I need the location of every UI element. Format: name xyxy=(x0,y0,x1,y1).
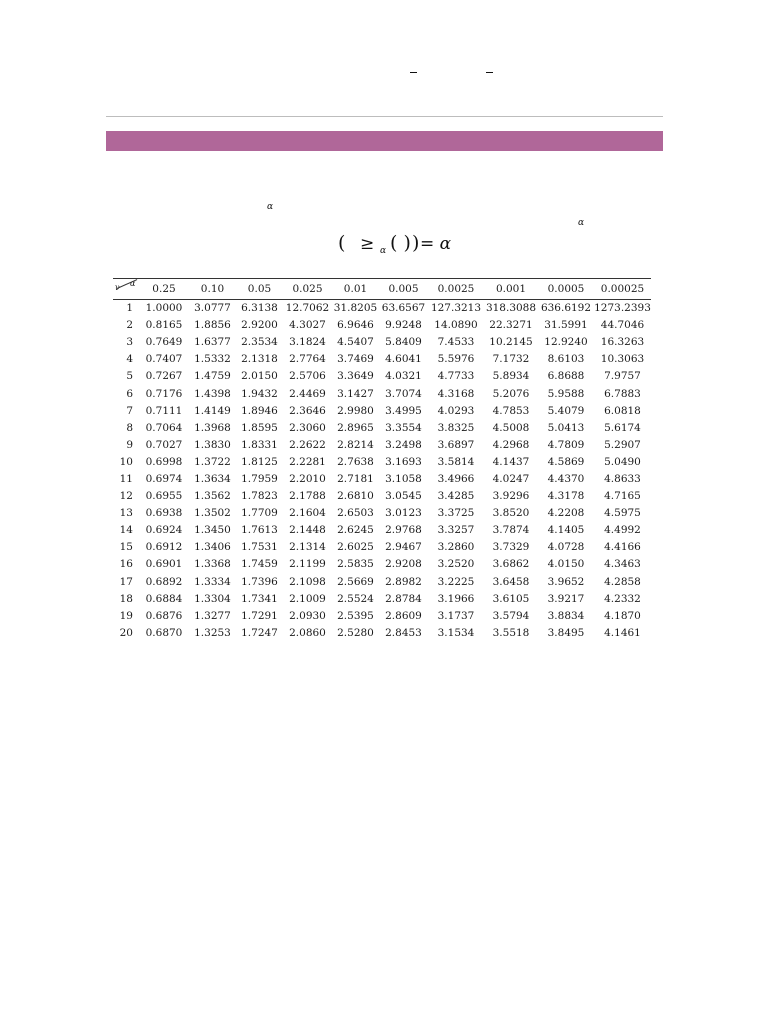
critical-value-cell: 1.3562 xyxy=(194,490,231,503)
critical-value-cell: 22.3271 xyxy=(489,319,533,332)
critical-value-cell: 2.6245 xyxy=(337,524,374,537)
formula-alpha-subscript: α xyxy=(380,246,387,256)
degrees-of-freedom-cell: 11 xyxy=(119,472,133,485)
critical-value-cell: 3.0545 xyxy=(385,490,422,503)
critical-value-cell: 5.5976 xyxy=(437,353,475,366)
critical-value-cell: 1.7823 xyxy=(241,490,278,503)
formula-open-paren: ( xyxy=(338,232,346,254)
critical-value-cell: 16.3263 xyxy=(600,336,645,349)
critical-value-cell: 2.5835 xyxy=(337,558,374,571)
critical-value-cell: 5.2907 xyxy=(604,438,641,451)
critical-value-cell: 1.8856 xyxy=(194,319,231,332)
critical-value-cell: 4.0728 xyxy=(547,541,585,554)
critical-value-cell: 0.6876 xyxy=(145,609,183,622)
column-header-alpha: 0.05 xyxy=(236,279,283,300)
critical-value-cell: 2.9467 xyxy=(385,541,422,554)
critical-value-cell: 6.0818 xyxy=(604,404,641,417)
critical-value-cell: 3.2498 xyxy=(385,438,422,451)
critical-value-cell: 127.3213 xyxy=(430,302,482,315)
critical-value-cell: 3.0777 xyxy=(194,302,231,315)
formula-geq: ≥ xyxy=(360,234,375,254)
critical-value-cell: 1.8595 xyxy=(241,421,278,434)
divider-line xyxy=(106,116,663,117)
critical-value-cell: 1.3406 xyxy=(194,541,231,554)
critical-value-cell: 1.7531 xyxy=(241,541,278,554)
critical-value-cell: 4.0247 xyxy=(492,472,530,485)
critical-value-cell: 2.0150 xyxy=(241,370,278,383)
critical-value-cell: 4.2858 xyxy=(604,575,641,588)
critical-value-cell: 3.7074 xyxy=(385,387,422,400)
degrees-of-freedom-cell: 7 xyxy=(126,404,133,417)
critical-value-cell: 1.3304 xyxy=(194,592,231,605)
critical-value-cell: 4.7733 xyxy=(437,370,475,383)
critical-value-cell: 2.1604 xyxy=(289,507,326,520)
t-distribution-table-wrapper xyxy=(113,278,651,642)
table-row xyxy=(113,437,651,454)
critical-value-cell: 3.4966 xyxy=(437,472,475,485)
table-row xyxy=(113,608,651,625)
critical-value-cell: 4.1870 xyxy=(604,609,641,622)
critical-value-cell: 0.6955 xyxy=(145,490,183,503)
critical-value-cell: 3.5814 xyxy=(437,455,475,468)
critical-value-cell: 5.0413 xyxy=(547,421,585,434)
critical-value-cell: 2.2010 xyxy=(289,472,326,485)
degrees-of-freedom-cell: 16 xyxy=(119,558,133,571)
critical-value-cell: 3.1427 xyxy=(337,387,374,400)
critical-value-cell: 3.6105 xyxy=(492,592,530,605)
critical-value-cell: 4.5869 xyxy=(547,455,585,468)
critical-value-cell: 1.8946 xyxy=(241,404,278,417)
critical-value-cell: 2.5706 xyxy=(289,370,326,383)
critical-value-cell: 2.1318 xyxy=(241,353,278,366)
degrees-of-freedom-cell: 9 xyxy=(126,438,133,451)
degrees-of-freedom-cell: 17 xyxy=(119,575,133,588)
column-header-alpha: 0.025 xyxy=(283,279,332,300)
critical-value-cell: 1.7396 xyxy=(241,575,278,588)
critical-value-cell: 3.4285 xyxy=(437,490,475,503)
critical-value-cell: 1.7959 xyxy=(241,472,278,485)
critical-value-cell: 1.8125 xyxy=(241,455,278,468)
critical-value-cell: 4.7809 xyxy=(547,438,585,451)
alpha-symbol-right: α xyxy=(578,218,585,228)
critical-value-cell: 4.3168 xyxy=(437,387,475,400)
critical-value-cell: 0.6901 xyxy=(145,558,183,571)
critical-value-cell: 2.1788 xyxy=(289,490,326,503)
critical-value-cell: 1.8331 xyxy=(241,438,278,451)
table-row xyxy=(113,556,651,573)
critical-value-cell: 4.8633 xyxy=(604,472,641,485)
critical-value-cell: 4.2332 xyxy=(604,592,641,605)
critical-value-cell: 0.6912 xyxy=(145,541,183,554)
degrees-of-freedom-cell: 20 xyxy=(119,626,133,639)
column-header-alpha: 0.005 xyxy=(379,279,428,300)
critical-value-cell: 0.7407 xyxy=(145,353,183,366)
critical-value-cell: 9.9248 xyxy=(385,319,422,332)
table-row xyxy=(113,317,651,334)
critical-value-cell: 3.3649 xyxy=(337,370,374,383)
critical-value-cell: 3.0123 xyxy=(385,507,422,520)
table-row xyxy=(113,403,651,420)
critical-value-cell: 1.3277 xyxy=(194,609,231,622)
critical-value-cell: 0.6924 xyxy=(145,524,183,537)
critical-value-cell: 3.1534 xyxy=(437,626,475,639)
critical-value-cell: 2.1199 xyxy=(289,558,326,571)
critical-value-cell: 2.7764 xyxy=(289,353,326,366)
critical-value-cell: 10.2145 xyxy=(489,336,533,349)
critical-value-cell: 1.3253 xyxy=(194,626,231,639)
critical-value-cell: 0.7027 xyxy=(145,438,183,451)
critical-value-cell: 3.8325 xyxy=(437,421,475,434)
critical-value-cell: 0.7267 xyxy=(145,370,183,383)
critical-value-cell: 4.4992 xyxy=(604,524,641,537)
critical-value-cell: 4.0293 xyxy=(437,404,475,417)
critical-value-cell: 1.7341 xyxy=(241,592,278,605)
critical-value-cell: 1.3502 xyxy=(194,507,231,520)
critical-value-cell: 5.8409 xyxy=(385,336,422,349)
corner-alpha-label: α xyxy=(130,279,136,288)
column-header-alpha: 0.00025 xyxy=(594,279,651,300)
critical-value-cell: 3.9217 xyxy=(547,592,585,605)
critical-value-cell: 4.2208 xyxy=(547,507,585,520)
critical-value-cell: 2.3646 xyxy=(289,404,326,417)
critical-value-cell: 7.4533 xyxy=(437,336,475,349)
critical-value-cell: 3.3725 xyxy=(437,507,475,520)
critical-value-cell: 2.1314 xyxy=(289,541,326,554)
critical-value-cell: 1.4759 xyxy=(194,370,231,383)
critical-value-cell: 2.1098 xyxy=(289,575,326,588)
critical-value-cell: 4.1437 xyxy=(492,455,530,468)
critical-value-cell: 4.4166 xyxy=(604,541,641,554)
critical-value-cell: 3.6897 xyxy=(437,438,475,451)
critical-value-cell: 0.6892 xyxy=(145,575,183,588)
critical-value-cell: 5.9588 xyxy=(547,387,585,400)
degrees-of-freedom-cell: 14 xyxy=(119,524,133,537)
critical-value-cell: 2.8982 xyxy=(385,575,422,588)
critical-value-cell: 1.9432 xyxy=(241,387,278,400)
degrees-of-freedom-cell: 5 xyxy=(126,370,133,383)
critical-value-cell: 3.3257 xyxy=(437,524,475,537)
critical-value-cell: 4.4370 xyxy=(547,472,585,485)
t-distribution-table xyxy=(113,278,651,642)
critical-value-cell: 4.1461 xyxy=(604,626,641,639)
critical-value-cell: 63.6567 xyxy=(381,302,426,315)
alpha-symbol-left: α xyxy=(267,202,274,212)
critical-value-cell: 3.9296 xyxy=(492,490,530,503)
critical-value-cell: 2.5524 xyxy=(337,592,374,605)
critical-value-cell: 3.1058 xyxy=(385,472,422,485)
critical-value-cell: 5.6174 xyxy=(604,421,641,434)
critical-value-cell: 1.3450 xyxy=(194,524,231,537)
degrees-of-freedom-cell: 15 xyxy=(119,541,133,554)
column-header-alpha: 0.25 xyxy=(139,279,189,300)
critical-value-cell: 2.0860 xyxy=(289,626,326,639)
header-dash-left xyxy=(410,72,417,73)
critical-value-cell: 4.7165 xyxy=(604,490,641,503)
critical-value-cell: 1.3634 xyxy=(194,472,231,485)
table-row xyxy=(113,488,651,505)
critical-value-cell: 2.8965 xyxy=(337,421,374,434)
critical-value-cell: 2.6503 xyxy=(337,507,374,520)
critical-value-cell: 1.0000 xyxy=(145,302,183,315)
critical-value-cell: 3.5794 xyxy=(492,609,530,622)
critical-value-cell: 2.8784 xyxy=(385,592,422,605)
critical-value-cell: 2.9768 xyxy=(385,524,422,537)
critical-value-cell: 0.7176 xyxy=(145,387,183,400)
critical-value-cell: 0.6998 xyxy=(145,455,183,468)
critical-value-cell: 3.6862 xyxy=(492,558,530,571)
critical-value-cell: 4.1405 xyxy=(547,524,585,537)
critical-value-cell: 7.1732 xyxy=(492,353,530,366)
table-row xyxy=(113,368,651,385)
critical-value-cell: 8.6103 xyxy=(547,353,585,366)
critical-value-cell: 0.6884 xyxy=(145,592,183,605)
table-row xyxy=(113,505,651,522)
column-header-alpha: 0.01 xyxy=(332,279,379,300)
critical-value-cell: 1.7459 xyxy=(241,558,278,571)
critical-value-cell: 636.6192 xyxy=(540,302,592,315)
critical-value-cell: 1273.2393 xyxy=(594,302,651,315)
critical-value-cell: 1.3368 xyxy=(194,558,231,571)
critical-value-cell: 2.0930 xyxy=(289,609,326,622)
critical-value-cell: 4.5407 xyxy=(337,336,374,349)
critical-value-cell: 6.8688 xyxy=(547,370,585,383)
table-header-row xyxy=(113,279,651,300)
table-row xyxy=(113,420,651,437)
critical-value-cell: 3.6458 xyxy=(492,575,530,588)
critical-value-cell: 6.3138 xyxy=(241,302,278,315)
critical-value-cell: 1.3334 xyxy=(194,575,231,588)
table-body xyxy=(113,300,651,642)
critical-value-cell: 4.5008 xyxy=(492,421,530,434)
critical-value-cell: 3.2520 xyxy=(437,558,475,571)
table-row xyxy=(113,454,651,471)
degrees-of-freedom-cell: 13 xyxy=(119,507,133,520)
critical-value-cell: 2.2622 xyxy=(289,438,326,451)
degrees-of-freedom-cell: 19 xyxy=(119,609,133,622)
critical-value-cell: 12.9240 xyxy=(544,336,588,349)
critical-value-cell: 4.3178 xyxy=(547,490,585,503)
table-row xyxy=(113,591,651,608)
degrees-of-freedom-cell: 6 xyxy=(126,387,133,400)
critical-value-cell: 0.6938 xyxy=(145,507,183,520)
table-corner-cell xyxy=(113,279,139,300)
critical-value-cell: 2.7181 xyxy=(337,472,374,485)
critical-value-cell: 2.6025 xyxy=(337,541,374,554)
critical-value-cell: 0.6974 xyxy=(145,472,183,485)
critical-value-cell: 2.6810 xyxy=(337,490,374,503)
critical-value-cell: 3.3554 xyxy=(385,421,422,434)
table-row xyxy=(113,574,651,591)
critical-value-cell: 5.2076 xyxy=(492,387,530,400)
critical-value-cell: 318.3088 xyxy=(485,302,537,315)
critical-value-cell: 3.8520 xyxy=(492,507,530,520)
critical-value-cell: 2.1009 xyxy=(289,592,326,605)
degrees-of-freedom-cell: 12 xyxy=(119,490,133,503)
degrees-of-freedom-cell: 10 xyxy=(119,455,133,468)
critical-value-cell: 12.7062 xyxy=(285,302,330,315)
critical-value-cell: 4.2968 xyxy=(492,438,530,451)
critical-value-cell: 1.3830 xyxy=(194,438,231,451)
critical-value-cell: 4.3027 xyxy=(289,319,326,332)
degrees-of-freedom-cell: 18 xyxy=(119,592,133,605)
critical-value-cell: 1.4398 xyxy=(194,387,231,400)
critical-value-cell: 3.1737 xyxy=(437,609,475,622)
degrees-of-freedom-cell: 3 xyxy=(126,336,133,349)
critical-value-cell: 3.1824 xyxy=(289,336,326,349)
critical-value-cell: 2.4469 xyxy=(289,387,326,400)
degrees-of-freedom-cell: 2 xyxy=(126,319,133,332)
critical-value-cell: 2.8214 xyxy=(337,438,374,451)
critical-value-cell: 2.9980 xyxy=(337,404,374,417)
critical-value-cell: 2.8453 xyxy=(385,626,422,639)
critical-value-cell: 3.7469 xyxy=(337,353,374,366)
formula-close-paren: ) xyxy=(412,232,420,254)
critical-value-cell: 5.0490 xyxy=(604,455,641,468)
critical-value-cell: 4.5975 xyxy=(604,507,641,520)
critical-value-cell: 4.7853 xyxy=(492,404,530,417)
critical-value-cell: 1.7247 xyxy=(241,626,278,639)
critical-value-cell: 4.0150 xyxy=(547,558,585,571)
critical-value-cell: 2.9200 xyxy=(241,319,278,332)
critical-value-cell: 0.7649 xyxy=(145,336,183,349)
critical-value-cell: 1.7613 xyxy=(241,524,278,537)
critical-value-cell: 3.4995 xyxy=(385,404,422,417)
critical-value-cell: 7.9757 xyxy=(604,370,641,383)
critical-value-cell: 2.5280 xyxy=(337,626,374,639)
critical-value-cell: 2.2281 xyxy=(289,455,326,468)
critical-value-cell: 0.7064 xyxy=(145,421,183,434)
critical-value-cell: 3.8834 xyxy=(547,609,585,622)
critical-value-cell: 1.4149 xyxy=(194,404,231,417)
critical-value-cell: 1.7291 xyxy=(241,609,278,622)
critical-value-cell: 3.7329 xyxy=(492,541,530,554)
critical-value-cell: 3.2860 xyxy=(437,541,475,554)
critical-value-cell: 2.5669 xyxy=(337,575,374,588)
critical-value-cell: 2.3534 xyxy=(241,336,278,349)
table-row xyxy=(113,539,651,556)
critical-value-cell: 3.7874 xyxy=(492,524,530,537)
header-dash-right xyxy=(486,72,493,73)
critical-value-cell: 4.6041 xyxy=(385,353,422,366)
column-header-alpha: 0.10 xyxy=(189,279,236,300)
critical-value-cell: 1.7709 xyxy=(241,507,278,520)
critical-value-cell: 2.3060 xyxy=(289,421,326,434)
critical-value-cell: 3.8495 xyxy=(547,626,585,639)
column-header-alpha: 0.0005 xyxy=(538,279,594,300)
critical-value-cell: 31.8205 xyxy=(333,302,378,315)
table-row xyxy=(113,385,651,402)
column-header-alpha: 0.001 xyxy=(484,279,538,300)
critical-value-cell: 6.9646 xyxy=(337,319,374,332)
degrees-of-freedom-cell: 8 xyxy=(126,421,133,434)
critical-value-cell: 6.7883 xyxy=(604,387,641,400)
critical-value-cell: 0.7111 xyxy=(145,404,183,417)
critical-value-cell: 1.3968 xyxy=(194,421,231,434)
critical-value-cell: 44.7046 xyxy=(600,319,645,332)
critical-value-cell: 2.1448 xyxy=(289,524,326,537)
column-header-alpha: 0.0025 xyxy=(428,279,484,300)
formula-equals-alpha: = α xyxy=(420,234,452,254)
critical-value-cell: 1.5332 xyxy=(194,353,231,366)
critical-value-cell: 1.6377 xyxy=(194,336,231,349)
critical-value-cell: 0.8165 xyxy=(145,319,183,332)
critical-value-cell: 31.5991 xyxy=(544,319,588,332)
critical-value-cell: 5.4079 xyxy=(547,404,585,417)
critical-value-cell: 3.2225 xyxy=(437,575,475,588)
formula-mid-parens: ( ) xyxy=(390,232,411,254)
critical-value-cell: 14.0890 xyxy=(434,319,478,332)
critical-value-cell: 5.8934 xyxy=(492,370,530,383)
table-row xyxy=(113,300,651,318)
critical-value-cell: 3.1966 xyxy=(437,592,475,605)
critical-value-cell: 0.6870 xyxy=(145,626,183,639)
degrees-of-freedom-cell: 4 xyxy=(126,353,133,366)
table-row xyxy=(113,334,651,351)
critical-value-cell: 2.8609 xyxy=(385,609,422,622)
table-row xyxy=(113,625,651,642)
table-row xyxy=(113,351,651,368)
critical-value-cell: 1.3722 xyxy=(194,455,231,468)
table-row xyxy=(113,522,651,539)
degrees-of-freedom-cell: 1 xyxy=(126,302,133,315)
section-header-band xyxy=(106,131,663,151)
critical-value-cell: 4.3463 xyxy=(604,558,641,571)
critical-value-cell: 2.5395 xyxy=(337,609,374,622)
critical-value-cell: 2.9208 xyxy=(385,558,422,571)
critical-value-cell: 10.3063 xyxy=(600,353,645,366)
critical-value-cell: 3.5518 xyxy=(492,626,530,639)
critical-value-cell: 2.7638 xyxy=(337,455,374,468)
critical-value-cell: 4.0321 xyxy=(385,370,422,383)
table-row xyxy=(113,471,651,488)
critical-value-cell: 3.9652 xyxy=(547,575,585,588)
critical-value-cell: 3.1693 xyxy=(385,455,422,468)
